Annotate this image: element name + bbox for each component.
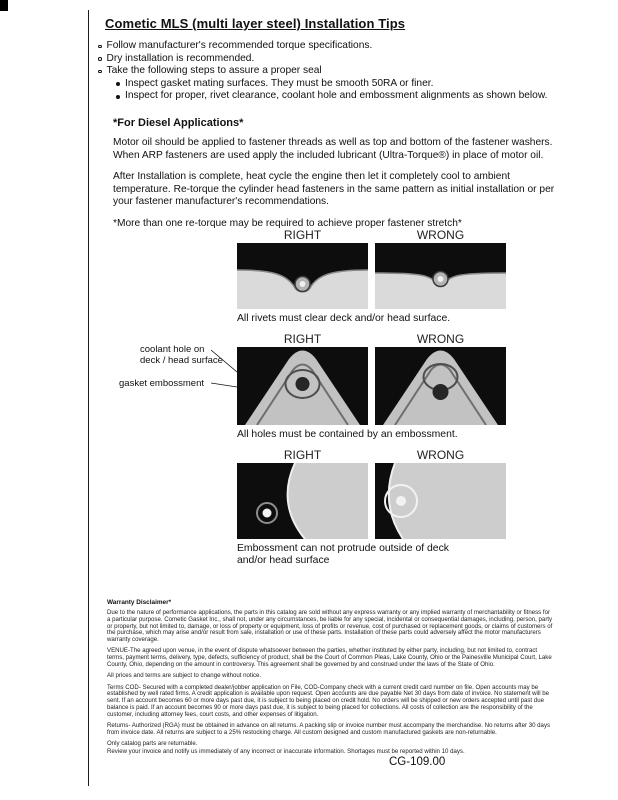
hollow-bullet-icon xyxy=(98,57,102,61)
diagram-labels xyxy=(237,332,507,346)
rivet-right-diagram-image xyxy=(237,243,368,309)
coolant-hole-annotation: coolant hole on deck / head surface xyxy=(140,344,223,366)
diesel-applications-section xyxy=(113,117,565,231)
diesel-heading: *For Diesel Applications* xyxy=(113,117,244,129)
diagram-images xyxy=(237,347,507,425)
embossment-caption: All holes must be contained by an embossment. xyxy=(237,429,458,440)
tip-text: Inspect gasket mating surfaces. They must be smooth 50RA or finer. xyxy=(125,77,434,89)
tip-item xyxy=(97,53,573,66)
tip-text: Take the following steps to assure a proper seal xyxy=(106,65,322,76)
tip-item xyxy=(97,65,573,78)
right-label: RIGHT xyxy=(283,448,322,462)
print-registration-mark xyxy=(0,0,8,11)
protrusion-caption: Embossment can not protrude outside of deck and/or head surface xyxy=(237,543,449,566)
protrusion-wrong-diagram-image xyxy=(375,463,506,539)
right-label: RIGHT xyxy=(283,228,322,242)
tip-sub-item xyxy=(97,78,573,91)
diesel-paragraph: Motor oil should be applied to fastener threads as well as top and bottom of the fastener washers. When ARP fasteners are used apply the included lubricant (Ultra-Torque®) in place of motor oil. xyxy=(113,137,553,161)
legal-paragraph: Review your invoice and notify us immediately of any incorrect or inaccurate information. Shortages must be reported within 10 days. xyxy=(107,748,465,756)
legal-paragraph: Due to the nature of performance applications, the parts in this catalog are sold without any express warranty or any implied warranty of merchantability or fitness for a particular purpose. Cometic Gasket Inc., shall not, under any circumstances, be liable for any special, incidental or consequential damages, including, person, party or property, but not limited to, damage, or loss of property or equipment, loss of profits or revenue, cost of purchased or replacement goods, or claims of customers of the purchase, which may arise and/or result from sale, installation or use of these parts. Installation of these parts could adversely affect the motor manufacturers warranty coverage. xyxy=(107,609,553,644)
tip-text: Inspect for proper, rivet clearance, coolant hole and embossment alignments as shown below. xyxy=(125,90,548,101)
wrong-label: WRONG xyxy=(416,228,465,242)
embossment-diagram-row xyxy=(119,332,507,441)
legal-paragraph: VENUE-The agreed upon venue, in the event of dispute whatsoever between the parties, whether instituted by either party, including, but not limited to, contract terms, payment terms, delivery, type, defects, sufficiency of product, shall be the Court of Common Pleas, Lake County, Ohio or the Painesville Municipal Court, Lake County, Ohio, depending on the amount in controversy. This agreement shall be governed by and construed under the laws of the State of Ohio. xyxy=(107,647,552,669)
diagram-section xyxy=(119,228,507,574)
annotation-leader-lines xyxy=(211,348,237,390)
tip-text: Dry installation is recommended. xyxy=(106,52,255,64)
protrusion-diagram-row xyxy=(237,448,507,567)
rivet-caption: All rivets must clear deck and/or head surface. xyxy=(237,313,451,324)
installation-tips-section xyxy=(97,16,573,103)
diagram-labels xyxy=(237,448,507,462)
rivet-diagram-row xyxy=(237,228,507,325)
legal-paragraph: Only catalog parts are returnable. xyxy=(107,740,198,748)
hollow-bullet-icon xyxy=(98,70,102,74)
embossment-right-diagram-image xyxy=(237,347,368,425)
page-code: CG-109.00 xyxy=(389,756,446,768)
right-label: RIGHT xyxy=(283,332,322,346)
legal-paragraph: Terms COD- Secured with a completed dealer/jobber application on File, COD-Company check with a current credit card number on file. Open accounts may be established by well rated firms. A credit application is available upon request. Open accounts are due payable Net 30 days from date of invoice. No statement will be sent. If an account becomes 60 or more days past due, it is subject to being placed on credit hold. No orders will be shipped or new orders accepted until past due balance is paid. If an account becomes 90 or more days past due, it is subject to being placed for collections. All costs of collection are the responsibility of the customer, including attorney fees, court costs, and other expenses of litigation. xyxy=(107,683,550,718)
retorque-note: *More than one re-torque may be required to achieve proper fastener stretch* xyxy=(113,217,462,229)
diesel-paragraph: After Installation is complete, heat cycle the engine then let it completely cool to ambient temperature. Re-torque the cylinder head fasteners in the same pattern as initial installation or per your fastener manufacturer's recommendations. xyxy=(113,171,555,208)
tip-sub-item xyxy=(97,90,573,103)
diagram-images xyxy=(237,243,507,309)
diagram-labels xyxy=(237,228,507,242)
embossment-wrong-diagram-image xyxy=(375,347,506,425)
tip-text: Follow manufacturer's recommended torque specifications. xyxy=(106,40,373,51)
wrong-label: WRONG xyxy=(416,332,465,346)
warranty-heading: Warranty Disclaimer* xyxy=(107,599,172,606)
filled-bullet-icon xyxy=(116,95,120,99)
warranty-disclaimer-section xyxy=(107,599,555,760)
protrusion-right-diagram-image xyxy=(237,463,368,539)
legal-paragraph: Returns- Authorized (RGA) must be obtained in advance on all returns. A packing slip or invoice number must accompany the merchandise. No returns after 30 days from invoice date. All returns are subject to a 25% restocking charge. All custom designed and custom manufactured gaskets are non-returnable. xyxy=(107,722,551,736)
hollow-bullet-icon xyxy=(98,45,102,49)
tip-item xyxy=(97,40,573,53)
filled-bullet-icon xyxy=(116,82,120,86)
wrong-label: WRONG xyxy=(416,448,465,462)
left-margin-rule xyxy=(88,10,89,786)
legal-paragraph: All prices and terms are subject to change without notice. xyxy=(107,672,262,680)
tips-bullet-list xyxy=(97,40,573,103)
gasket-embossment-annotation: gasket embossment xyxy=(119,378,205,389)
page-title: Cometic MLS (multi layer steel) Installation Tips xyxy=(105,16,406,31)
diagram-images xyxy=(237,463,507,539)
rivet-wrong-diagram-image xyxy=(375,243,506,309)
